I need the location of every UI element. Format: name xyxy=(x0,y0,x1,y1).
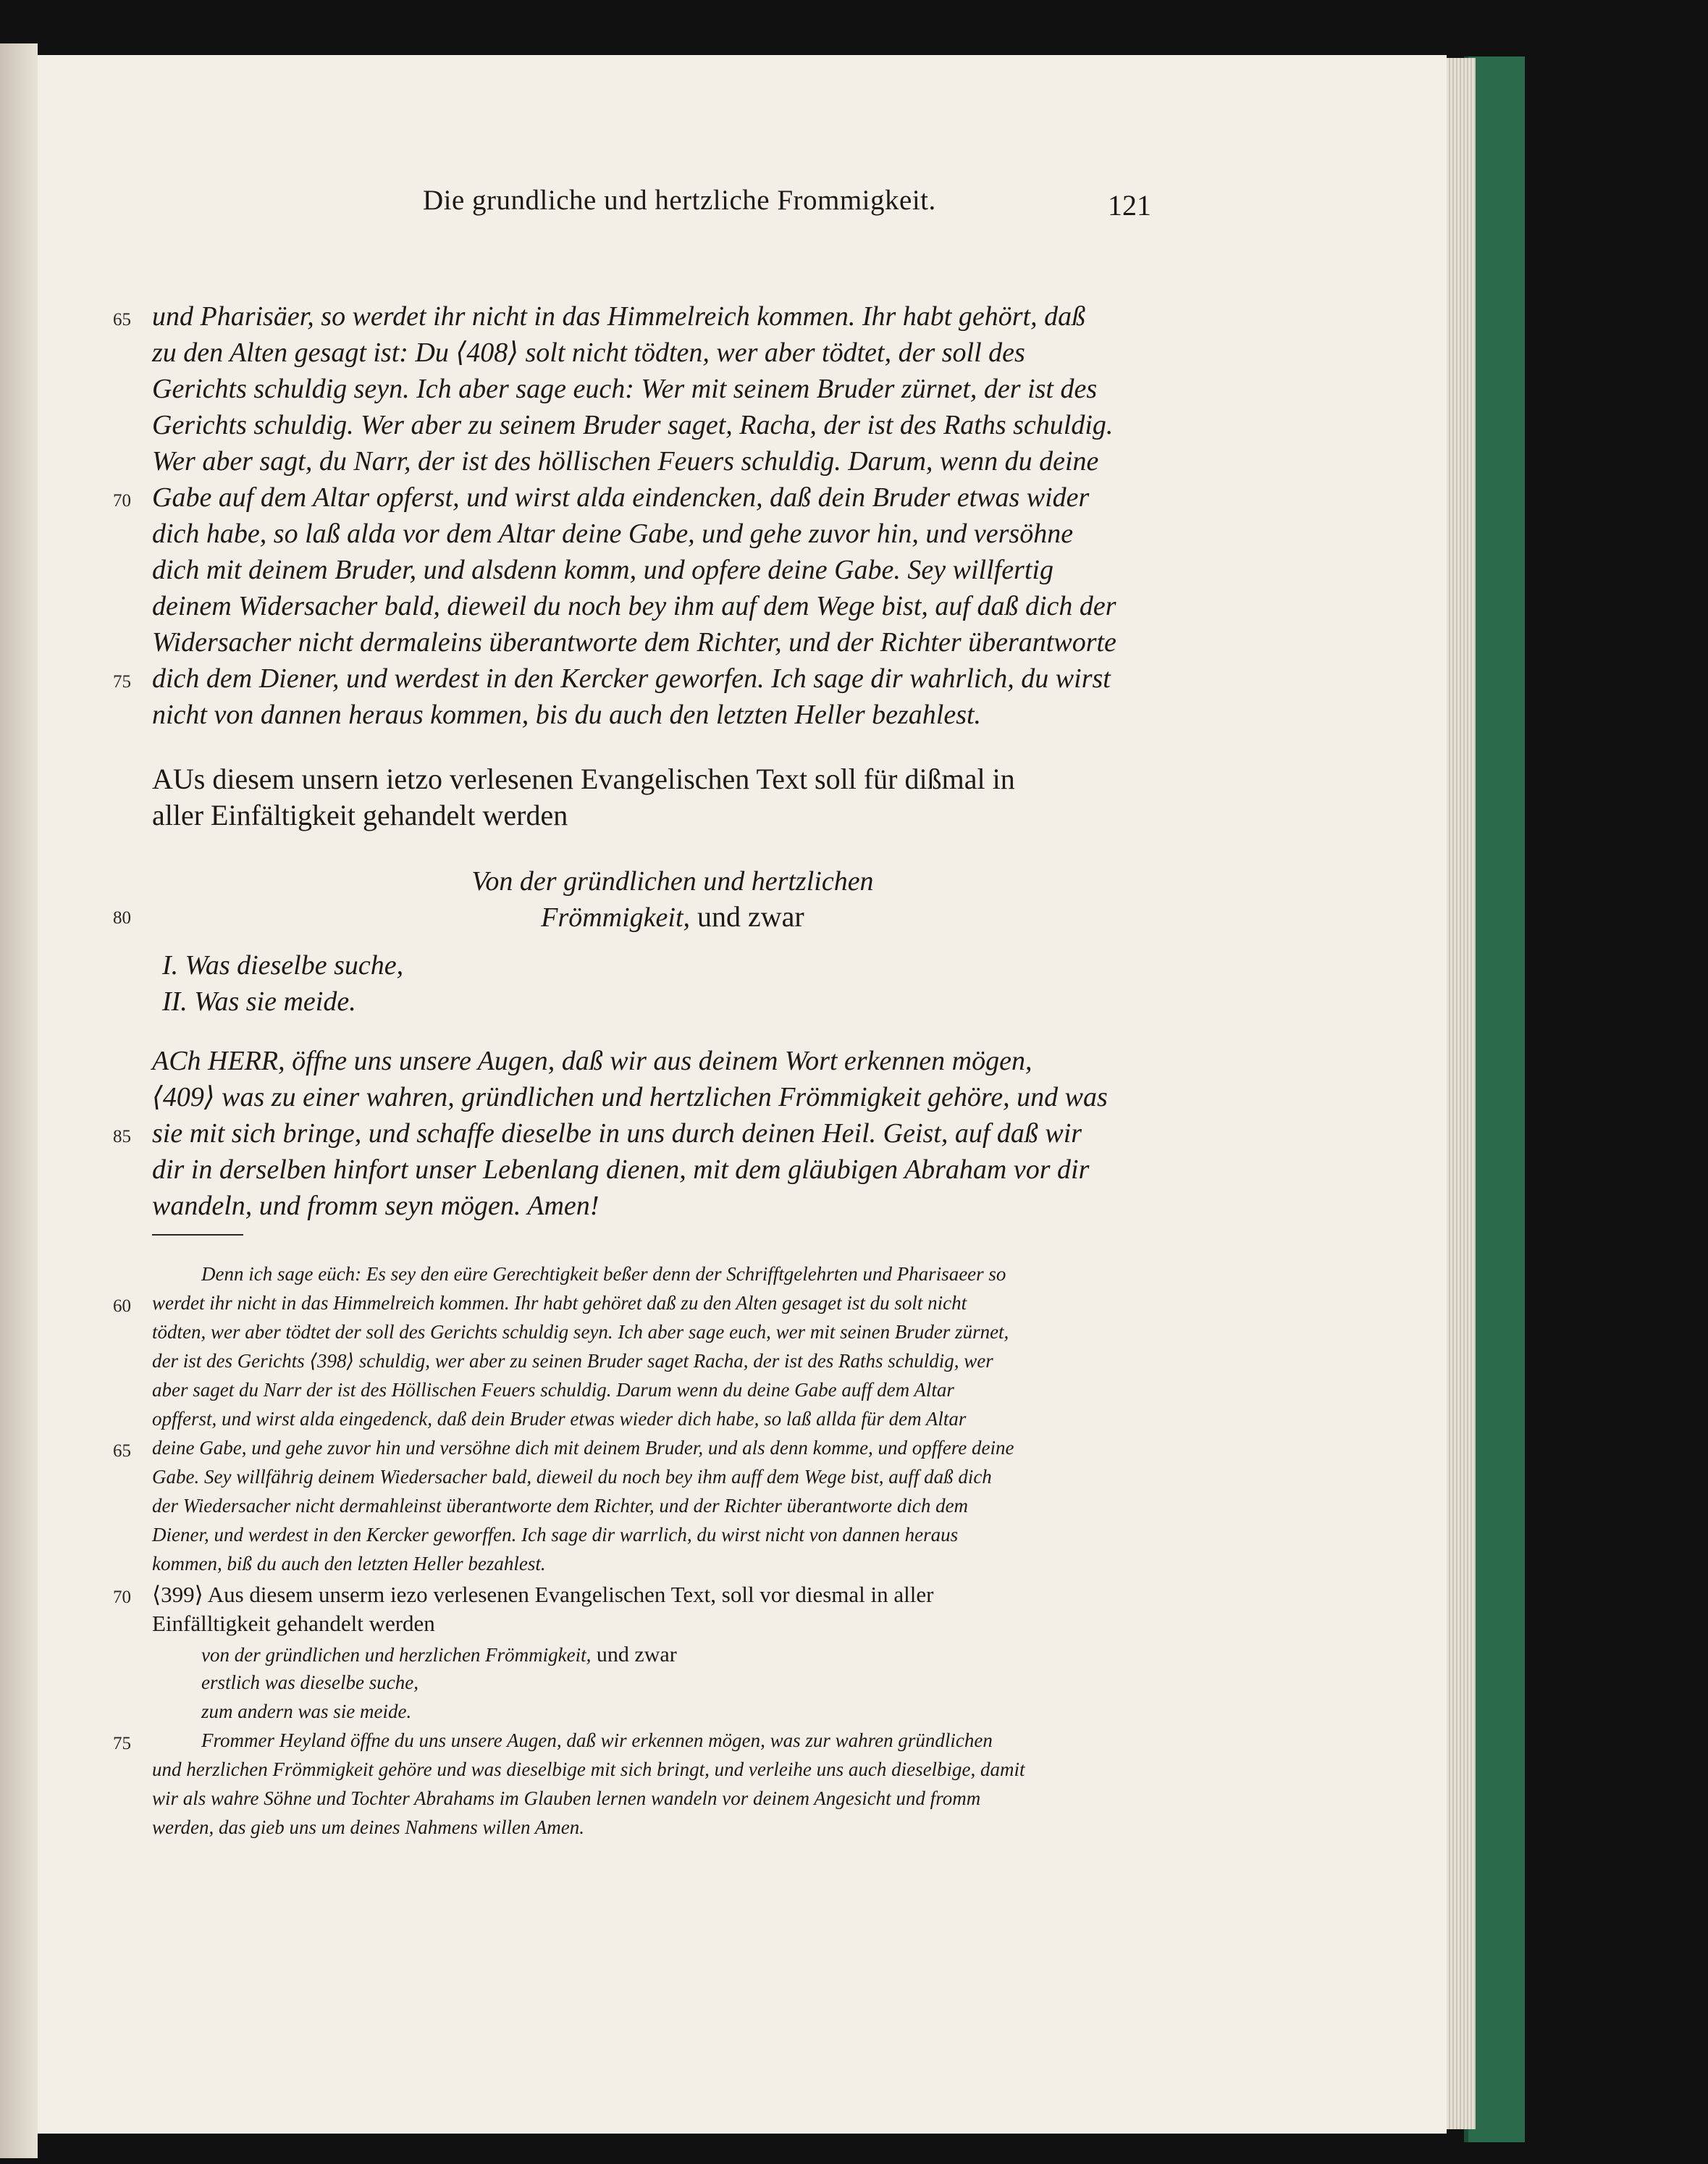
footnote-theme-conjunction: und zwar xyxy=(591,1643,677,1666)
footnote-line: ⟨399⟩ Aus diesem unserm iezo verlesenen Evangelischen Text, soll vor diesmal in aller xyxy=(152,1582,934,1607)
footnote-line: Denn ich sage eüch: Es sey den eüre Gerechtigkeit beßer denn der Schrifftgelehrten und Pharisaeer so xyxy=(201,1263,1006,1285)
theme-line: Von der gründlichen und hertzlichen xyxy=(471,866,874,897)
footnote-line: Einfälltigkeit gehandelt werden xyxy=(152,1611,435,1636)
line-number: 70 xyxy=(113,1588,131,1607)
line-number: 75 xyxy=(113,672,131,692)
footnote-line: und herzlichen Frömmigkeit gehöre und was dieselbige mit sich bringt, und verleihe uns auch dieselbige, damit xyxy=(152,1758,1025,1780)
footnote-line: wir als wahre Söhne und Tochter Abrahams im Glauben lernen wandeln vor deinem Angesicht und fromm xyxy=(152,1787,981,1809)
text-line: dich habe, so laß alda vor dem Altar deine Gabe, und gehe zuvor hin, und versöhne xyxy=(152,519,1074,549)
text-line: Gerichts schuldig. Wer aber zu seinem Bruder saget, Racha, der ist des Raths schuldig. xyxy=(152,410,1114,440)
running-head: Die grundliche und hertzliche Frommigkeit. xyxy=(423,185,936,216)
footnote-part: erstlich was dieselbe suche, xyxy=(201,1672,418,1693)
footnote-line: Frommer Heyland öffne du uns unsere Augen, daß wir erkennen mögen, was zur wahren gründlichen xyxy=(201,1729,993,1751)
text-line: dich dem Diener, und werdest in den Kercker geworfen. Ich sage dir wahrlich, du wirst xyxy=(152,663,1111,694)
text-line: Gabe auf dem Altar opferst, und wirst alda eindencken, daß dein Bruder etwas wider xyxy=(152,482,1090,513)
footnote-line: werdet ihr nicht in das Himmelreich kommen. Ihr habt gehöret daß zu den Alten gesaget ist du solt nicht xyxy=(152,1292,967,1314)
text-line: ACh HERR, öffne uns unsere Augen, daß wir aus deinem Wort erkennen mögen, xyxy=(152,1046,1032,1076)
line-number: 70 xyxy=(113,491,131,511)
page-number: 121 xyxy=(1108,189,1151,222)
footnote-line: der Wiedersacher nicht dermahleinst überantworte dem Richter, und der Richter überantworte dich dem xyxy=(152,1495,969,1517)
text-line: und Pharisäer, so werdet ihr nicht in das Himmelreich kommen. Ihr habt gehört, daß xyxy=(152,301,1086,332)
text-line: Gerichts schuldig seyn. Ich aber sage euch: Wer mit seinem Bruder zürnet, der ist des xyxy=(152,374,1098,404)
footnote-line: Diener, und werdest in den Kercker geworffen. Ich sage dir warrlich, du wirst nicht von dannen heraus xyxy=(152,1524,959,1546)
footnote-theme: von der gründlichen und herzlichen Frömmigkeit, xyxy=(201,1644,592,1666)
book-page xyxy=(38,55,1447,2134)
theme-conjunction: und zwar xyxy=(690,900,804,933)
text-line: dich mit deinem Bruder, und alsdenn komm, und opfere deine Gabe. Sey willfertig xyxy=(152,555,1053,585)
text-line: Widersacher nicht dermaleins überantworte dem Richter, und der Richter überantworte xyxy=(152,627,1116,658)
footnote-rule xyxy=(152,1234,243,1236)
text-line: dir in derselben hinfort unser Lebenlang dienen, mit dem gläubigen Abraham vor dir xyxy=(152,1154,1090,1185)
text-line: nicht von dannen heraus kommen, bis du auch den letzten Heller bezahlest. xyxy=(152,700,982,730)
line-number: 60 xyxy=(113,1296,131,1316)
footnote-line: aber saget du Narr der ist des Höllischen Feuers schuldig. Darum wenn du deine Gabe auff dem Altar xyxy=(152,1379,954,1401)
text-line: AUs diesem unsern ietzo verlesenen Evangelischen Text soll für dißmal in xyxy=(152,763,1015,795)
line-number: 80 xyxy=(113,908,131,928)
footnote-line: werden, das gieb uns um deines Nahmens willen Amen. xyxy=(152,1816,584,1838)
line-number: 85 xyxy=(113,1127,131,1146)
line-number: 65 xyxy=(113,1441,131,1461)
theme-word: Frömmigkeit, xyxy=(541,902,691,933)
text-line: ⟨409⟩ was zu einer wahren, gründlichen und hertzlichen Frömmigkeit gehöre, und was xyxy=(152,1082,1108,1112)
text-line: wandeln, und fromm seyn mögen. Amen! xyxy=(152,1191,600,1221)
text-line: zu den Alten gesagt ist: Du ⟨408⟩ solt nicht tödten, wer aber tödtet, der soll des xyxy=(152,337,1025,368)
part-item: I. Was dieselbe suche, xyxy=(162,950,404,981)
text-line: Wer aber sagt, du Narr, der ist des höllischen Feuers schuldig. Darum, wenn du deine xyxy=(152,446,1099,477)
part-item: II. Was sie meide. xyxy=(162,986,356,1017)
footnote-line: kommen, biß du auch den letzten Heller bezahlest. xyxy=(152,1553,546,1574)
line-number: 75 xyxy=(113,1734,131,1753)
footnote-line: tödten, wer aber tödtet der soll des Gerichts schuldig seyn. Ich aber sage euch, wer mit seinen Bruder zürnet, xyxy=(152,1321,1009,1343)
footnote-line: der ist des Gerichts ⟨398⟩ schuldig, wer aber zu seinen Bruder saget Racha, der ist des Raths schuldig, wer xyxy=(152,1350,993,1372)
footnote-line: Gabe. Sey willfährig deinem Wiedersacher bald, dieweil du noch bey ihm auff dem Wege bist, auff daß dich xyxy=(152,1466,992,1488)
facing-page-edge xyxy=(0,43,38,2158)
line-number: 65 xyxy=(113,310,131,330)
text-line: aller Einfältigkeit gehandelt werden xyxy=(152,799,568,831)
footnote-line: deine Gabe, und gehe zuvor hin und versöhne dich mit deinem Bruder, und als denn komme, und opffere deine xyxy=(152,1437,1014,1459)
footnote-line: opfferst, und wirst alda eingedenck, daß dein Bruder etwas wieder dich habe, so laß allda für dem Altar xyxy=(152,1408,967,1430)
text-line: deinem Widersacher bald, dieweil du noch bey ihm auf dem Wege bist, auf daß dich der xyxy=(152,591,1116,621)
footnote-part: zum andern was sie meide. xyxy=(201,1700,412,1722)
text-line: sie mit sich bringe, und schaffe dieselbe in uns durch deinen Heil. Geist, auf daß wir xyxy=(152,1118,1082,1149)
